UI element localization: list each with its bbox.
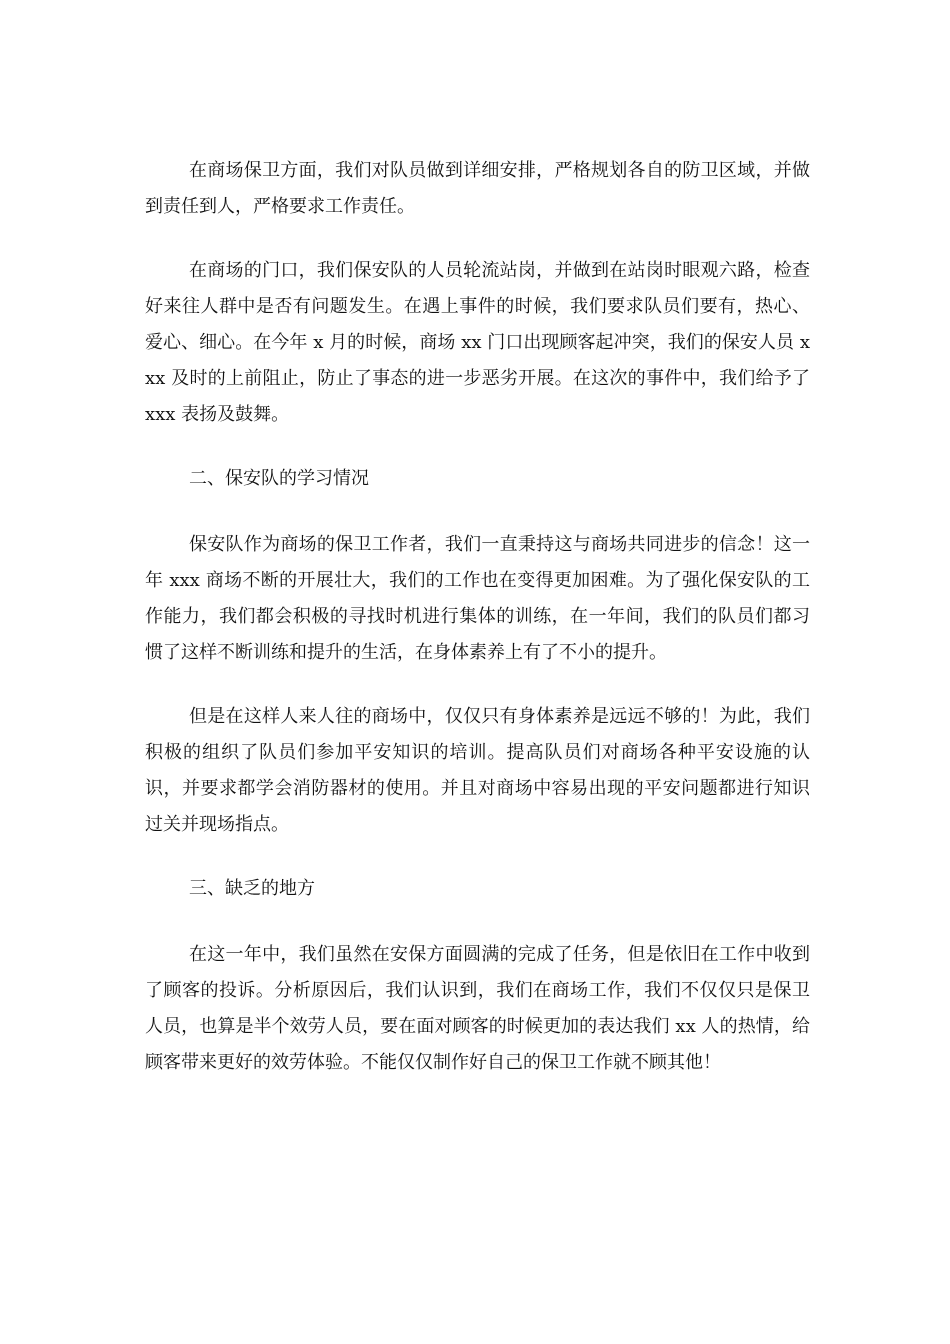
paragraph-complaints: 在这一年中，我们虽然在安保方面圆满的完成了任务，但是依旧在工作中收到了顾客的投诉。分析原因后，我们认识到，我们在商场工作，我们不仅仅只是保卫人员，也算是半个效劳人员，要在面对顾客的时候更加的表达我们 xx 人的热情，给顾客带来更好的效劳体验。不能仅仅制作好自己的保卫工作就不顾其他！ (145, 944, 810, 1073)
section-heading-study: 二、保安队的学习情况 (189, 468, 369, 489)
paragraph-training: 保安队作为商场的保卫工作者，我们一直秉持这与商场共同进步的信念！这一年 xxx 商场不断的开展壮大，我们的工作也在变得更加困难。为了强化保安队的工作能力，我们都会积极的寻找时机进行集体的训练，在一年间，我们的队员们都习惯了这样不断训练和提升的生活，在身体素养上有了不小的提升。 (145, 534, 810, 663)
document-body (145, 153, 810, 1109)
paragraph-safety-knowledge: 但是在这样人来人往的商场中，仅仅只有身体素养是远远不够的！为此，我们积极的组织了队员们参加平安知识的培训。提高队员们对商场各种平安设施的认识，并要求都学会消防器材的使用。并且对商场中容易出现的平安问题都进行知识过关并现场指点。 (145, 706, 810, 835)
section-heading-shortcomings: 三、缺乏的地方 (189, 878, 315, 899)
paragraph-entrance-duty: 在商场的门口，我们保安队的人员轮流站岗，并做到在站岗时眼观六路，检查好来往人群中是否有问题发生。在遇上事件的时候，我们要求队员们要有，热心、爱心、细心。在今年 x 月的时候，商场 xx 门口出现顾客起冲突，我们的保安人员 xxx 及时的上前阻止，防止了事态的进一步恶劣开展。在这次的事件中，我们给予了 xxx 表扬及鼓舞。 (145, 260, 810, 425)
paragraph-security-arrangement: 在商场保卫方面，我们对队员做到详细安排，严格规划各自的防卫区域，并做到责任到人，严格要求工作责任。 (145, 160, 810, 217)
